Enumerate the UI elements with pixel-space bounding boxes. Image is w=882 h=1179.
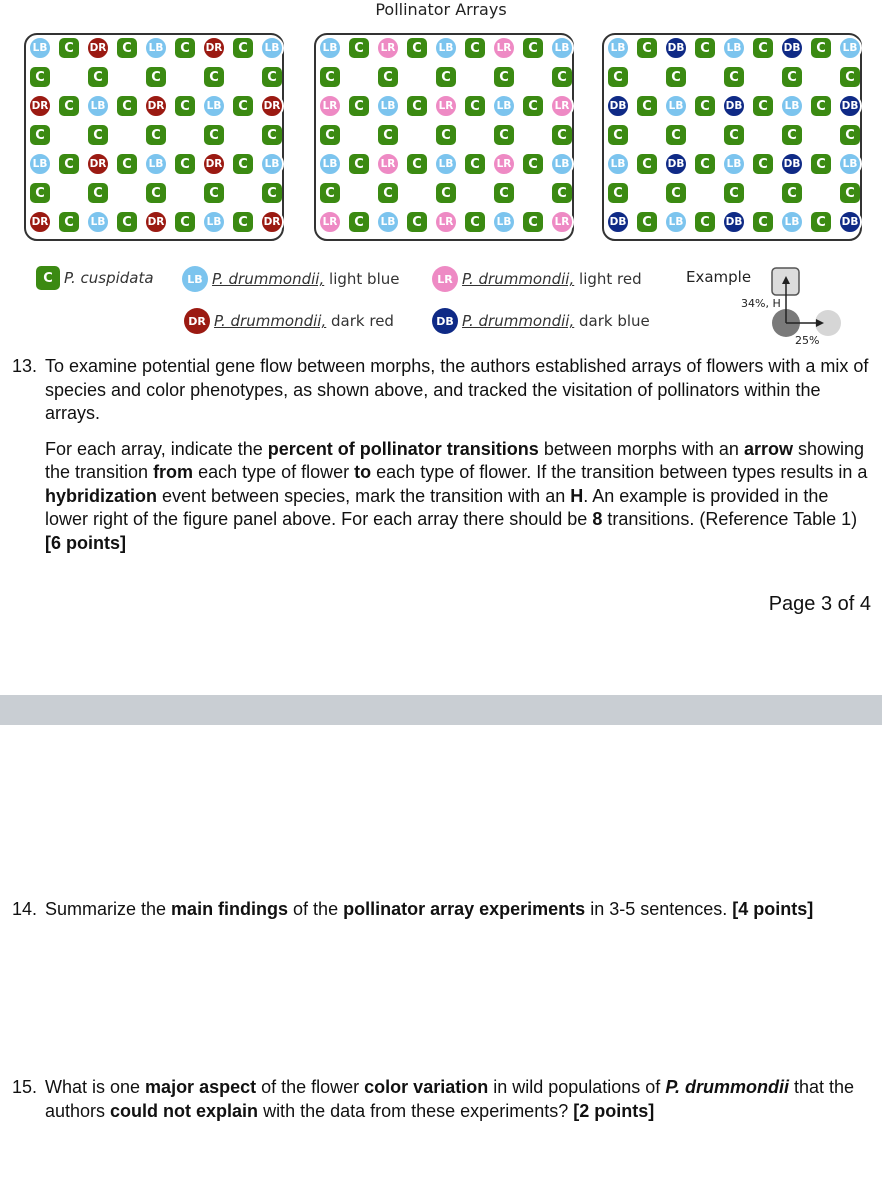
text-run: arrow [743, 438, 793, 459]
cuspidata-flower: C [407, 154, 427, 174]
drummondii-flower-lb: LB [838, 36, 862, 60]
example-right-label: 25% [795, 334, 820, 347]
text-run: transitions. (Reference Table 1) [602, 509, 858, 529]
text-run: that the authors [45, 1077, 855, 1121]
drummondii-flower-db: DB [606, 210, 630, 234]
cuspidata-flower: C [753, 38, 773, 58]
drummondii-flower-db: DB [664, 36, 688, 60]
drummondii-flower-db: DB [664, 152, 688, 176]
cuspidata-flower: C [695, 154, 715, 174]
cuspidata-flower: C [552, 67, 572, 87]
drummondii-flower-lb: LB [260, 152, 284, 176]
cuspidata-flower: C [494, 67, 514, 87]
drummondii-flower-lr: LR [492, 36, 516, 60]
cuspidata-flower: C [88, 125, 108, 145]
cuspidata-flower: C [465, 96, 485, 116]
cuspidata-flower: C [175, 38, 195, 58]
text-run: in wild populations of [488, 1077, 666, 1097]
legend-badge-lb: LB [182, 266, 208, 292]
cuspidata-flower: C [523, 38, 543, 58]
figure-title: Pollinator Arrays [375, 0, 507, 19]
cuspidata-flower: C [59, 38, 79, 58]
drummondii-flower-dr: DR [28, 94, 52, 118]
cuspidata-flower: C [146, 67, 166, 87]
drummondii-flower-lb: LB [144, 36, 168, 60]
question-number: 14. [12, 899, 38, 919]
text-run: [4 points] [732, 899, 814, 919]
text-run: each type of flower. If the transition between types results in a [371, 462, 868, 482]
cuspidata-flower: C [262, 183, 282, 203]
cuspidata-flower: C [840, 125, 860, 145]
text-run: with the data from these experiments? [258, 1100, 574, 1121]
text-run: showing the transition [45, 438, 865, 482]
text-run: color variation [364, 1077, 489, 1097]
question-14-text [45, 898, 872, 922]
text-run: [6 points] [45, 532, 126, 553]
drummondii-flower-lb: LB [550, 152, 574, 176]
cuspidata-flower: C [262, 67, 282, 87]
cuspidata-flower: C [782, 183, 802, 203]
cuspidata-flower: C [436, 67, 456, 87]
cuspidata-flower: C [117, 38, 137, 58]
cuspidata-flower: C [320, 125, 340, 145]
legend-light-red [432, 266, 642, 292]
cuspidata-flower: C [349, 96, 369, 116]
text-run: major aspect [145, 1077, 257, 1097]
drummondii-flower-lb: LB [434, 152, 458, 176]
cuspidata-flower: C [724, 125, 744, 145]
cuspidata-flower: C [608, 183, 628, 203]
cuspidata-flower: C [233, 154, 253, 174]
text-run: [2 points] [573, 1100, 655, 1121]
drummondii-flower-lb: LB [318, 36, 342, 60]
text-run: pollinator array experiments [343, 899, 586, 919]
cuspidata-flower: C [840, 67, 860, 87]
cuspidata-flower: C [30, 125, 50, 145]
drummondii-flower-lb: LB [606, 36, 630, 60]
cuspidata-flower: C [494, 125, 514, 145]
drummondii-flower-lr: LR [376, 152, 400, 176]
cuspidata-flower: C [30, 183, 50, 203]
cuspidata-flower: C [59, 96, 79, 116]
text-run: in 3-5 sentences. [585, 899, 733, 919]
example-up-label: 34%, H [741, 297, 781, 310]
text-run: percent of pollinator transitions [267, 438, 539, 459]
legend-species-lb: P. drummondii, [212, 270, 325, 288]
drummondii-flower-lb: LB [664, 94, 688, 118]
cuspidata-flower: C [320, 183, 340, 203]
cuspidata-flower: C [59, 212, 79, 232]
text-run: hybridization [45, 485, 157, 506]
flower-array-lr [314, 33, 574, 241]
cuspidata-flower: C [233, 212, 253, 232]
cuspidata-flower: C [378, 67, 398, 87]
cuspidata-flower: C [175, 154, 195, 174]
question-14 [12, 898, 872, 922]
cuspidata-flower: C [608, 125, 628, 145]
cuspidata-flower: C [637, 96, 657, 116]
drummondii-flower-lb: LB [722, 36, 746, 60]
cuspidata-flower: C [811, 38, 831, 58]
cuspidata-flower: C [88, 67, 108, 87]
drummondii-flower-lb: LB [202, 94, 226, 118]
legend-badge-db: DB [432, 308, 458, 334]
cuspidata-flower: C [204, 67, 224, 87]
flower-array-dr [24, 33, 284, 241]
cuspidata-flower: C [753, 212, 773, 232]
cuspidata-flower: C [465, 154, 485, 174]
drummondii-flower-db: DB [722, 94, 746, 118]
drummondii-flower-db: DB [780, 36, 804, 60]
legend-dark-blue [432, 308, 650, 334]
example-label: Example [686, 268, 752, 286]
question-13-intro: To examine potential gene flow between morphs, the authors established arrays of flowers with a mix of species and color phenotypes, as shown above, and tracked the visitation of pollinators within the arrays. [45, 356, 869, 423]
drummondii-flower-db: DB [722, 210, 746, 234]
text-run: For each array, indicate the [45, 438, 268, 459]
question-15 [12, 1076, 872, 1123]
cuspidata-flower: C [523, 154, 543, 174]
drummondii-flower-dr: DR [260, 210, 284, 234]
cuspidata-flower: C [552, 183, 572, 203]
cuspidata-flower: C [637, 154, 657, 174]
drummondii-flower-lb: LB [492, 210, 516, 234]
drummondii-flower-lb: LB [434, 36, 458, 60]
cuspidata-flower: C [262, 125, 282, 145]
drummondii-flower-lb: LB [550, 36, 574, 60]
cuspidata-flower: C [494, 183, 514, 203]
drummondii-flower-lb: LB [28, 152, 52, 176]
drummondii-flower-lr: LR [492, 152, 516, 176]
text-run: . An example is provided in the lower right of the figure panel above. For each array there should be [45, 485, 829, 529]
drummondii-flower-db: DB [606, 94, 630, 118]
legend-badge-lr: LR [432, 266, 458, 292]
cuspidata-flower: C [407, 212, 427, 232]
cuspidata-flower: C [811, 96, 831, 116]
cuspidata-flower: C [233, 38, 253, 58]
drummondii-flower-lb: LB [376, 94, 400, 118]
cuspidata-flower: C [695, 96, 715, 116]
drummondii-flower-db: DB [838, 210, 862, 234]
drummondii-flower-lb: LB [838, 152, 862, 176]
cuspidata-flower: C [436, 125, 456, 145]
cuspidata-flower: C [117, 212, 137, 232]
text-run: each type of flower [193, 462, 355, 482]
cuspidata-flower: C [204, 183, 224, 203]
drummondii-flower-db: DB [780, 152, 804, 176]
cuspidata-flower: C [666, 183, 686, 203]
drummondii-flower-dr: DR [202, 36, 226, 60]
legend-cuspidata [36, 266, 154, 290]
question-15-text [45, 1076, 872, 1123]
cuspidata-flower: C [811, 212, 831, 232]
drummondii-flower-lr: LR [434, 210, 458, 234]
page-divider [0, 695, 882, 725]
cuspidata-flower: C [724, 67, 744, 87]
cuspidata-flower: C [753, 154, 773, 174]
text-run: H [570, 485, 584, 506]
drummondii-flower-dr: DR [28, 210, 52, 234]
drummondii-flower-dr: DR [202, 152, 226, 176]
cuspidata-flower: C [407, 96, 427, 116]
text-run: 8 [592, 509, 603, 529]
cuspidata-flower: C [695, 212, 715, 232]
cuspidata-flower: C [378, 125, 398, 145]
drummondii-flower-lr: LR [434, 94, 458, 118]
text-run: Summarize the [45, 899, 172, 919]
drummondii-flower-db: DB [838, 94, 862, 118]
cuspidata-flower: C [407, 38, 427, 58]
cuspidata-flower: C [117, 96, 137, 116]
legend-color-lb: light blue [329, 270, 400, 288]
cuspidata-flower: C [204, 125, 224, 145]
drummondii-flower-lb: LB [376, 210, 400, 234]
drummondii-flower-lb: LB [722, 152, 746, 176]
drummondii-flower-dr: DR [144, 210, 168, 234]
cuspidata-flower: C [378, 183, 398, 203]
legend-species-db: P. drummondii, [462, 312, 575, 330]
cuspidata-flower: C [349, 38, 369, 58]
cuspidata-flower: C [552, 125, 572, 145]
cuspidata-flower: C [811, 154, 831, 174]
cuspidata-flower: C [753, 96, 773, 116]
cuspidata-flower: C [637, 212, 657, 232]
cuspidata-flower: C [666, 125, 686, 145]
cuspidata-flower: C [523, 96, 543, 116]
cuspidata-flower: C [30, 67, 50, 87]
legend-species-dr: P. drummondii, [214, 312, 327, 330]
legend-badge-c: C [36, 266, 60, 290]
legend-color-db: dark blue [579, 312, 650, 330]
cuspidata-flower: C [117, 154, 137, 174]
drummondii-flower-lr: LR [318, 210, 342, 234]
drummondii-flower-lb: LB [28, 36, 52, 60]
cuspidata-flower: C [320, 67, 340, 87]
text-run: P. drummondii [665, 1077, 789, 1097]
text-run: to [354, 462, 372, 482]
drummondii-flower-lb: LB [202, 210, 226, 234]
drummondii-flower-lr: LR [550, 210, 574, 234]
drummondii-flower-lb: LB [664, 210, 688, 234]
legend-species-lr: P. drummondii, [462, 270, 575, 288]
legend-color-lr: light red [579, 270, 642, 288]
drummondii-flower-dr: DR [144, 94, 168, 118]
text-run: What is one [45, 1077, 146, 1097]
legend-badge-dr: DR [184, 308, 210, 334]
cuspidata-flower: C [349, 212, 369, 232]
drummondii-flower-lb: LB [780, 94, 804, 118]
drummondii-flower-dr: DR [86, 36, 110, 60]
cuspidata-flower: C [637, 38, 657, 58]
cuspidata-flower: C [608, 67, 628, 87]
drummondii-flower-lb: LB [606, 152, 630, 176]
text-run: could not explain [110, 1100, 259, 1121]
cuspidata-flower: C [523, 212, 543, 232]
cuspidata-flower: C [666, 67, 686, 87]
drummondii-flower-lr: LR [550, 94, 574, 118]
drummondii-flower-lb: LB [318, 152, 342, 176]
cuspidata-flower: C [175, 96, 195, 116]
drummondii-flower-dr: DR [86, 152, 110, 176]
cuspidata-flower: C [88, 183, 108, 203]
question-13-instructions [45, 438, 872, 556]
question-number: 13. [12, 356, 38, 376]
text-run: of the flower [256, 1077, 365, 1097]
cuspidata-flower: C [146, 125, 166, 145]
drummondii-flower-lr: LR [376, 36, 400, 60]
cuspidata-flower: C [465, 212, 485, 232]
drummondii-flower-lb: LB [780, 210, 804, 234]
cuspidata-flower: C [175, 212, 195, 232]
cuspidata-flower: C [436, 183, 456, 203]
legend-label-c: P. cuspidata [64, 269, 154, 287]
text-run: from [153, 462, 194, 482]
drummondii-flower-lb: LB [260, 36, 284, 60]
question-number: 15. [12, 1077, 38, 1097]
question-13 [12, 355, 872, 555]
text-run: main findings [171, 899, 289, 919]
drummondii-flower-lb: LB [86, 94, 110, 118]
cuspidata-flower: C [59, 154, 79, 174]
page-number: Page 3 of 4 [768, 593, 871, 615]
cuspidata-flower: C [465, 38, 485, 58]
legend-dark-red [184, 308, 394, 334]
cuspidata-flower: C [724, 183, 744, 203]
text-run: event between species, mark the transition with an [157, 485, 571, 506]
legend-light-blue [182, 266, 399, 292]
cuspidata-flower: C [695, 38, 715, 58]
cuspidata-flower: C [146, 183, 166, 203]
text-run: of the [288, 899, 344, 919]
drummondii-flower-dr: DR [260, 94, 284, 118]
text-run: between morphs with an [538, 438, 744, 459]
drummondii-flower-lb: LB [144, 152, 168, 176]
cuspidata-flower: C [840, 183, 860, 203]
cuspidata-flower: C [349, 154, 369, 174]
cuspidata-flower: C [782, 125, 802, 145]
legend-color-dr: dark red [331, 312, 394, 330]
cuspidata-flower: C [782, 67, 802, 87]
cuspidata-flower: C [233, 96, 253, 116]
flower-array-db [602, 33, 862, 241]
drummondii-flower-lb: LB [86, 210, 110, 234]
drummondii-flower-lr: LR [318, 94, 342, 118]
drummondii-flower-lb: LB [492, 94, 516, 118]
